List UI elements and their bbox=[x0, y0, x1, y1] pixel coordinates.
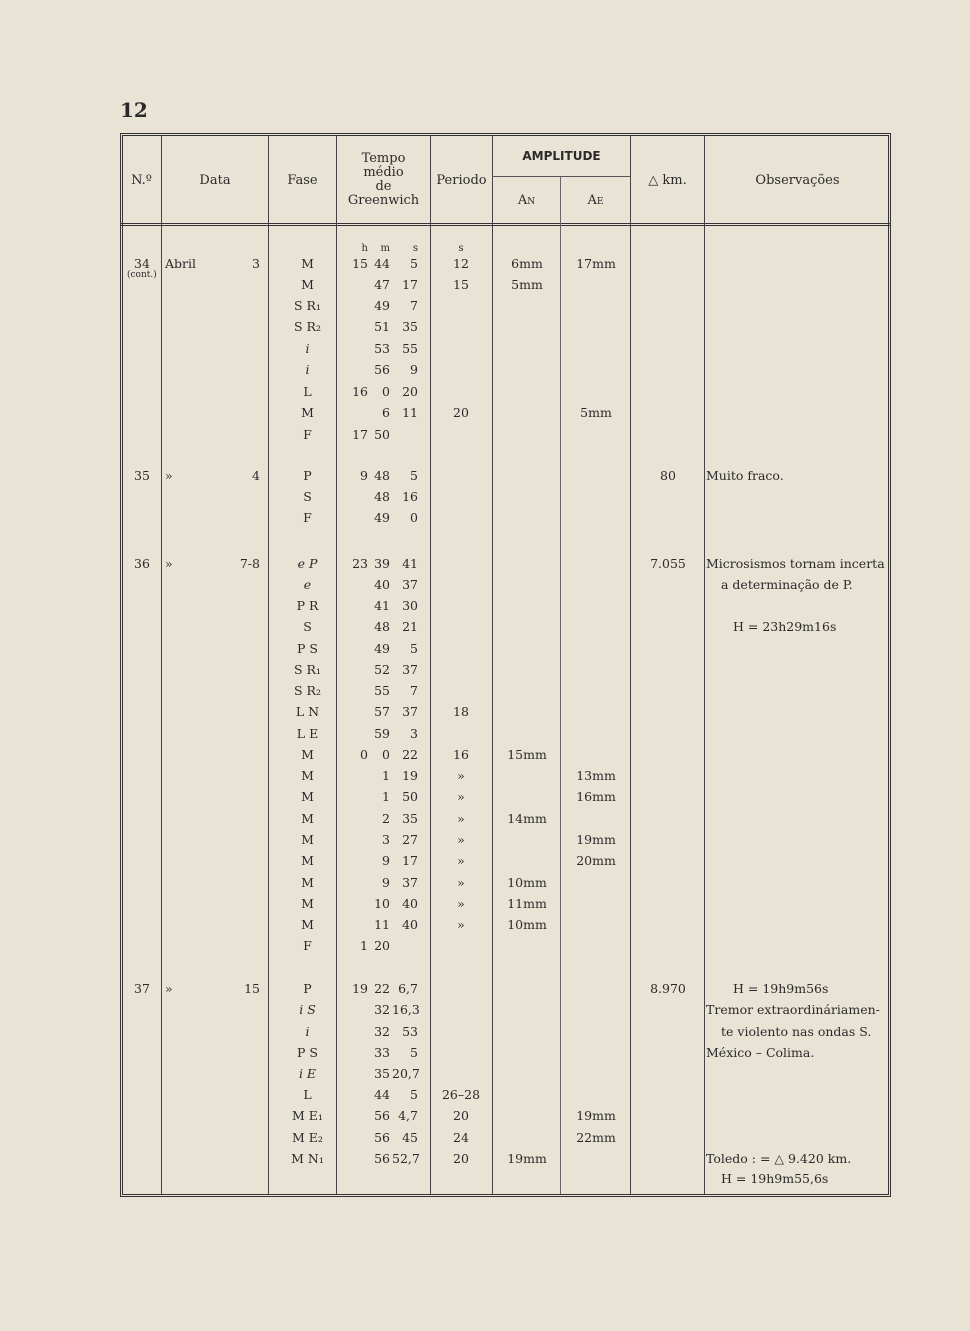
table-row bbox=[0, 402, 970, 423]
cell-m: 1 bbox=[382, 768, 390, 783]
cell-s: 55 bbox=[402, 341, 418, 356]
header-fase: Fase bbox=[287, 173, 318, 188]
cell-m: 11 bbox=[374, 917, 390, 932]
cell-fase: L bbox=[303, 384, 312, 399]
cell-per: » bbox=[457, 875, 465, 890]
cell-fase: e P bbox=[297, 556, 318, 571]
cell-ae: 19mm bbox=[576, 1108, 616, 1123]
cell-mon: » bbox=[165, 981, 173, 996]
cell-m: 56 bbox=[374, 1130, 390, 1145]
cell-day: 3 bbox=[252, 256, 260, 271]
cell-fase: M bbox=[301, 811, 314, 826]
cell-an: 14mm bbox=[507, 811, 547, 826]
cell-m: 48 bbox=[374, 468, 390, 483]
header-data: Data bbox=[199, 173, 231, 188]
cell-day: 4 bbox=[252, 468, 260, 483]
cell-s: 6,7 bbox=[398, 981, 418, 996]
cell-s: 3 bbox=[410, 726, 418, 741]
cell-s: 5 bbox=[410, 468, 418, 483]
table-row bbox=[0, 1168, 970, 1189]
cell-s: 52,7 bbox=[392, 1151, 420, 1166]
cell-fase: P S bbox=[297, 641, 318, 656]
cell-h: 17 bbox=[352, 427, 368, 442]
cell-s: 45 bbox=[402, 1130, 418, 1145]
cell-fase: M N₁ bbox=[291, 1151, 324, 1166]
cell-fase: M bbox=[301, 917, 314, 932]
header-tempo-4: Greenwich bbox=[347, 193, 420, 208]
table-row bbox=[0, 507, 970, 528]
cell-ae: 5mm bbox=[580, 405, 612, 420]
cell-m: 9 bbox=[382, 853, 390, 868]
cell-km: 80 bbox=[660, 468, 676, 483]
cell-m: 48 bbox=[374, 619, 390, 634]
cell-day: 15 bbox=[244, 981, 260, 996]
table-row bbox=[0, 1127, 970, 1148]
cell-s: 37 bbox=[402, 577, 418, 592]
cell-obs: Microsismos tornam incerta bbox=[706, 556, 885, 571]
cell-s: 19 bbox=[402, 768, 418, 783]
cell-obs: H = 23h29m16s bbox=[733, 619, 837, 634]
table-row bbox=[0, 381, 970, 402]
cell-per: 24 bbox=[453, 1130, 469, 1145]
cell-m: 0 bbox=[382, 747, 390, 762]
cell-m: 56 bbox=[374, 362, 390, 377]
cell-num: 35 bbox=[134, 468, 150, 483]
cell-s: 50 bbox=[402, 789, 418, 804]
table-row bbox=[0, 295, 970, 316]
cell-m: 47 bbox=[374, 277, 390, 292]
table-row bbox=[0, 574, 970, 595]
cell-per: 20 bbox=[453, 1151, 469, 1166]
cell-fase: F bbox=[303, 510, 312, 525]
cell-s: 16,3 bbox=[392, 1002, 420, 1017]
cell-per: » bbox=[457, 811, 465, 826]
cell-m: 44 bbox=[374, 1087, 390, 1102]
table-row bbox=[0, 914, 970, 935]
cell-s: 16 bbox=[402, 489, 418, 504]
table-row bbox=[0, 1042, 970, 1063]
cell-num: 36 bbox=[134, 556, 150, 571]
cell-m: 6 bbox=[382, 405, 390, 420]
cell-num: 34 bbox=[134, 256, 150, 271]
table-row bbox=[0, 424, 970, 445]
cell-day: 7-8 bbox=[239, 556, 260, 571]
cell-fase: S bbox=[303, 619, 312, 634]
table-row bbox=[0, 638, 970, 659]
amplitude-divider bbox=[492, 176, 630, 177]
header-observacoes: Observações bbox=[755, 173, 840, 188]
cell-m: 44 bbox=[374, 256, 390, 271]
cell-fase: S R₂ bbox=[294, 683, 321, 698]
cell-m: 33 bbox=[374, 1045, 390, 1060]
cell-fase: S R₁ bbox=[294, 298, 321, 313]
table-row bbox=[0, 486, 970, 507]
table-row bbox=[0, 465, 970, 486]
cell-an: 10mm bbox=[507, 875, 547, 890]
cell-s: 22 bbox=[402, 747, 418, 762]
cell-m: 51 bbox=[374, 319, 390, 334]
cell-s: 35 bbox=[402, 319, 418, 334]
header-tempo-1: Tempo bbox=[361, 151, 406, 166]
table-row bbox=[0, 744, 970, 765]
cell-per: » bbox=[457, 853, 465, 868]
cell-s: 0 bbox=[410, 510, 418, 525]
cell-per: » bbox=[457, 789, 465, 804]
cell-s: 53 bbox=[402, 1024, 418, 1039]
cell-per: » bbox=[457, 832, 465, 847]
header-divider bbox=[120, 223, 891, 226]
cell-per: 12 bbox=[453, 256, 469, 271]
cell-h: 15 bbox=[352, 256, 368, 271]
table-row bbox=[0, 701, 970, 722]
cell-ae: 13mm bbox=[576, 768, 616, 783]
header-tempo-2: médio bbox=[363, 165, 404, 180]
cell-fase: L bbox=[303, 1087, 312, 1102]
table-row bbox=[0, 872, 970, 893]
cell-ae: 17mm bbox=[576, 256, 616, 271]
cell-m: 40 bbox=[374, 577, 390, 592]
table-row bbox=[0, 253, 970, 280]
cell-m: 20 bbox=[374, 938, 390, 953]
cell-m: 3 bbox=[382, 832, 390, 847]
table-row bbox=[0, 893, 970, 914]
cell-s: 35 bbox=[402, 811, 418, 826]
cell-mon: » bbox=[165, 468, 173, 483]
cell-s: 20 bbox=[402, 384, 418, 399]
cell-fase: M bbox=[301, 832, 314, 847]
cell-per: 20 bbox=[453, 1108, 469, 1123]
cell-s: 17 bbox=[402, 277, 418, 292]
cell-obs: Tremor extraordináriamen- bbox=[706, 1002, 880, 1017]
cell-fase: M bbox=[301, 256, 314, 271]
cell-m: 55 bbox=[374, 683, 390, 698]
cell-num-sub: (cont.) bbox=[127, 270, 157, 280]
cell-m: 56 bbox=[374, 1151, 390, 1166]
cell-fase: M bbox=[301, 768, 314, 783]
cell-m: 53 bbox=[374, 341, 390, 356]
cell-fase: i E bbox=[298, 1066, 317, 1081]
unit-h: h bbox=[361, 243, 368, 254]
table-row bbox=[0, 1063, 970, 1084]
cell-per: 26–28 bbox=[441, 1087, 481, 1102]
cell-fase: e bbox=[303, 577, 312, 592]
cell-s: 40 bbox=[402, 917, 418, 932]
cell-s: 41 bbox=[402, 556, 418, 571]
cell-m: 2 bbox=[382, 811, 390, 826]
cell-m: 56 bbox=[374, 1108, 390, 1123]
header-amplitude: AMPLITUDE bbox=[522, 149, 601, 163]
cell-h: 23 bbox=[352, 556, 368, 571]
table-row bbox=[0, 723, 970, 744]
cell-s: 21 bbox=[402, 619, 418, 634]
cell-fase: M bbox=[301, 853, 314, 868]
cell-m: 22 bbox=[374, 981, 390, 996]
page-number: 12 bbox=[120, 98, 148, 122]
table-row bbox=[0, 808, 970, 829]
table-row bbox=[0, 765, 970, 786]
table-row bbox=[0, 616, 970, 637]
header-ae: AE bbox=[587, 193, 604, 208]
table-row bbox=[0, 553, 970, 574]
cell-obs: Muito fraco. bbox=[706, 468, 784, 483]
cell-fase: S R₁ bbox=[294, 662, 321, 677]
table-row bbox=[0, 1021, 970, 1042]
cell-fase: i bbox=[305, 1024, 310, 1039]
cell-m: 1 bbox=[382, 789, 390, 804]
cell-per: 20 bbox=[453, 405, 469, 420]
cell-m: 49 bbox=[374, 510, 390, 525]
header-periodo: Periodo bbox=[436, 173, 487, 188]
table-row bbox=[0, 338, 970, 359]
cell-an: 5mm bbox=[511, 277, 543, 292]
cell-obs: H = 19h9m55,6s bbox=[721, 1171, 829, 1186]
cell-h: 9 bbox=[360, 468, 368, 483]
cell-fase: P bbox=[303, 468, 312, 483]
unit-period-s: s bbox=[458, 243, 464, 254]
cell-num: 37 bbox=[134, 981, 150, 996]
cell-m: 32 bbox=[374, 1002, 390, 1017]
cell-m: 57 bbox=[374, 704, 390, 719]
cell-s: 5 bbox=[410, 256, 418, 271]
cell-s: 7 bbox=[410, 683, 418, 698]
cell-fase: M bbox=[301, 875, 314, 890]
cell-m: 52 bbox=[374, 662, 390, 677]
cell-fase: M bbox=[301, 896, 314, 911]
cell-fase: M bbox=[301, 277, 314, 292]
cell-mon: Abril bbox=[165, 256, 196, 271]
cell-fase: i bbox=[305, 341, 310, 356]
table-row bbox=[0, 829, 970, 850]
table-row bbox=[0, 935, 970, 956]
cell-obs: Toledo : = △ 9.420 km. bbox=[706, 1151, 852, 1166]
cell-an: 6mm bbox=[511, 256, 543, 271]
cell-km: 7.055 bbox=[650, 556, 686, 571]
cell-fase: L E bbox=[296, 726, 319, 741]
cell-per: » bbox=[457, 768, 465, 783]
cell-s: 27 bbox=[402, 832, 418, 847]
cell-s: 4,7 bbox=[398, 1108, 418, 1123]
table-row bbox=[0, 595, 970, 616]
cell-s: 17 bbox=[402, 853, 418, 868]
cell-fase: L N bbox=[295, 704, 320, 719]
cell-per: 16 bbox=[453, 747, 469, 762]
cell-s: 37 bbox=[402, 704, 418, 719]
cell-s: 30 bbox=[402, 598, 418, 613]
cell-m: 49 bbox=[374, 641, 390, 656]
header-n: N.º bbox=[131, 173, 152, 188]
cell-per: » bbox=[457, 896, 465, 911]
cell-s: 11 bbox=[402, 405, 418, 420]
cell-fase: M bbox=[301, 789, 314, 804]
table-row bbox=[0, 999, 970, 1020]
cell-ae: 20mm bbox=[576, 853, 616, 868]
cell-fase: S R₂ bbox=[294, 319, 321, 334]
table-row bbox=[0, 786, 970, 807]
cell-h: 16 bbox=[352, 384, 368, 399]
cell-s: 5 bbox=[410, 1087, 418, 1102]
cell-fase: M bbox=[301, 405, 314, 420]
cell-fase: F bbox=[303, 427, 312, 442]
cell-fase: M E₁ bbox=[292, 1108, 323, 1123]
cell-mon: » bbox=[165, 556, 173, 571]
header-km: △ km. bbox=[648, 173, 687, 188]
cell-per: 15 bbox=[453, 277, 469, 292]
cell-s: 9 bbox=[410, 362, 418, 377]
cell-s: 40 bbox=[402, 896, 418, 911]
cell-h: 19 bbox=[352, 981, 368, 996]
table-row bbox=[0, 850, 970, 871]
cell-km: 8.970 bbox=[650, 981, 686, 996]
unit-m: m bbox=[380, 243, 390, 254]
cell-fase: S bbox=[303, 489, 312, 504]
cell-fase: i bbox=[305, 362, 310, 377]
header-tempo-3: de bbox=[375, 179, 392, 194]
cell-h: 0 bbox=[360, 747, 368, 762]
table-row bbox=[0, 1105, 970, 1126]
table-row bbox=[0, 1148, 970, 1169]
cell-m: 0 bbox=[382, 384, 390, 399]
cell-fase: F bbox=[303, 938, 312, 953]
table-row bbox=[0, 359, 970, 380]
table-row bbox=[0, 978, 970, 999]
table-row bbox=[0, 274, 970, 295]
cell-obs: a determinação de P. bbox=[721, 577, 853, 592]
cell-per: 18 bbox=[453, 704, 469, 719]
cell-ae: 16mm bbox=[576, 789, 616, 804]
cell-m: 35 bbox=[374, 1066, 390, 1081]
cell-h: 1 bbox=[360, 938, 368, 953]
cell-s: 5 bbox=[410, 1045, 418, 1060]
table-row bbox=[0, 680, 970, 701]
unit-s: s bbox=[412, 243, 418, 254]
cell-fase: P R bbox=[296, 598, 319, 613]
cell-m: 10 bbox=[374, 896, 390, 911]
cell-per: » bbox=[457, 917, 465, 932]
cell-an: 11mm bbox=[507, 896, 547, 911]
cell-fase: P S bbox=[297, 1045, 318, 1060]
cell-s: 5 bbox=[410, 641, 418, 656]
table-row bbox=[0, 316, 970, 337]
cell-s: 7 bbox=[410, 298, 418, 313]
cell-ae: 19mm bbox=[576, 832, 616, 847]
header-an: AN bbox=[517, 193, 536, 208]
cell-s: 20,7 bbox=[392, 1066, 420, 1081]
cell-obs: H = 19h9m56s bbox=[733, 981, 829, 996]
cell-ae: 22mm bbox=[576, 1130, 616, 1145]
cell-m: 48 bbox=[374, 489, 390, 504]
cell-fase: i S bbox=[299, 1002, 316, 1017]
cell-m: 50 bbox=[374, 427, 390, 442]
cell-fase: M E₂ bbox=[292, 1130, 323, 1145]
cell-an: 10mm bbox=[507, 917, 547, 932]
cell-obs: México – Colima. bbox=[706, 1045, 815, 1060]
table-row bbox=[0, 659, 970, 680]
cell-m: 49 bbox=[374, 298, 390, 313]
cell-m: 9 bbox=[382, 875, 390, 890]
cell-an: 19mm bbox=[507, 1151, 547, 1166]
cell-obs: te violento nas ondas S. bbox=[721, 1024, 872, 1039]
cell-fase: M bbox=[301, 747, 314, 762]
cell-fase: P bbox=[303, 981, 312, 996]
cell-m: 32 bbox=[374, 1024, 390, 1039]
cell-m: 59 bbox=[374, 726, 390, 741]
cell-s: 37 bbox=[402, 662, 418, 677]
cell-m: 41 bbox=[374, 598, 390, 613]
cell-s: 37 bbox=[402, 875, 418, 890]
cell-m: 39 bbox=[374, 556, 390, 571]
cell-an: 15mm bbox=[507, 747, 547, 762]
table-row bbox=[0, 1084, 970, 1105]
